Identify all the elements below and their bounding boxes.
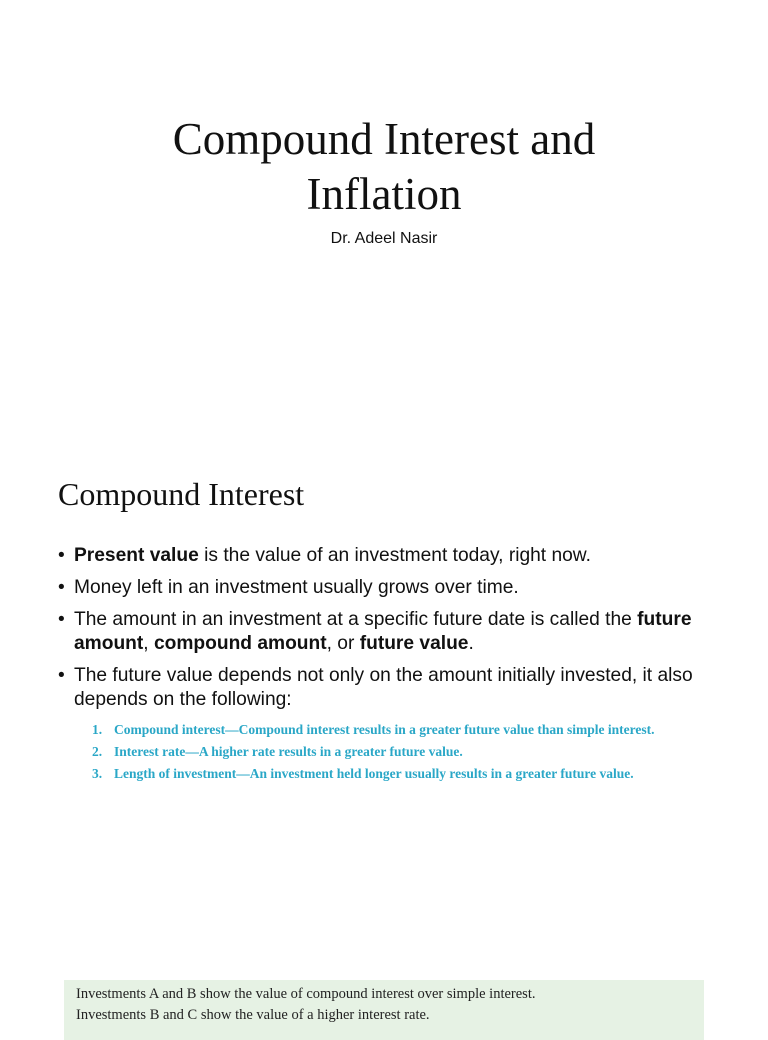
- title-slide: [0, 0, 768, 432]
- bullet-text: Money left in an investment usually grows over time.: [74, 577, 519, 598]
- bold-term: Present value: [74, 545, 199, 566]
- bullet-item: [58, 608, 718, 656]
- content-slide: [0, 432, 768, 1024]
- bullet-text: The future value depends not only on the amount initially invested, it also depends on the following:: [74, 665, 693, 710]
- factor-item: [92, 721, 692, 739]
- presentation-title: [0, 112, 768, 222]
- factor-item: [92, 743, 692, 761]
- factor-number: 1.: [92, 722, 103, 737]
- note-line: Investments A and B show the value of compound interest over simple interest.: [76, 986, 536, 1002]
- bold-term: future value: [359, 633, 469, 654]
- separator-text: ,: [143, 633, 154, 654]
- bullet-text: The amount in an investment at a specific future date is called the: [74, 609, 638, 630]
- bullet-item: [58, 544, 718, 568]
- bullet-text: is the value of an investment today, right now.: [198, 545, 591, 566]
- factor-text: Compound interest—Compound interest results in a greater future value than simple interest.: [114, 722, 655, 737]
- factor-text: Interest rate—A higher rate results in a greater future value.: [114, 744, 463, 759]
- title-line-1: Compound Interest and: [172, 114, 596, 164]
- note-box: [64, 980, 704, 1040]
- slide-heading: Compound Interest: [58, 476, 305, 512]
- factor-item: [92, 765, 692, 783]
- title-line-2: Inflation: [306, 169, 462, 219]
- bold-term: compound amount: [153, 633, 327, 654]
- factor-number: 3.: [92, 766, 103, 781]
- factor-number: 2.: [92, 744, 103, 759]
- bold-term: future amount: [74, 609, 692, 654]
- bullet-item: [58, 576, 718, 600]
- separator-text: , or: [326, 633, 360, 654]
- factor-list: [92, 721, 692, 787]
- author-name: Dr. Adeel Nasir: [330, 230, 438, 247]
- note-line: Investments B and C show the value of a higher interest rate.: [76, 1007, 430, 1023]
- factor-text: Length of investment—An investment held longer usually results in a greater future value.: [114, 766, 634, 781]
- separator-text: .: [468, 633, 474, 654]
- bullet-item: [58, 664, 718, 712]
- bullet-list: [58, 544, 718, 720]
